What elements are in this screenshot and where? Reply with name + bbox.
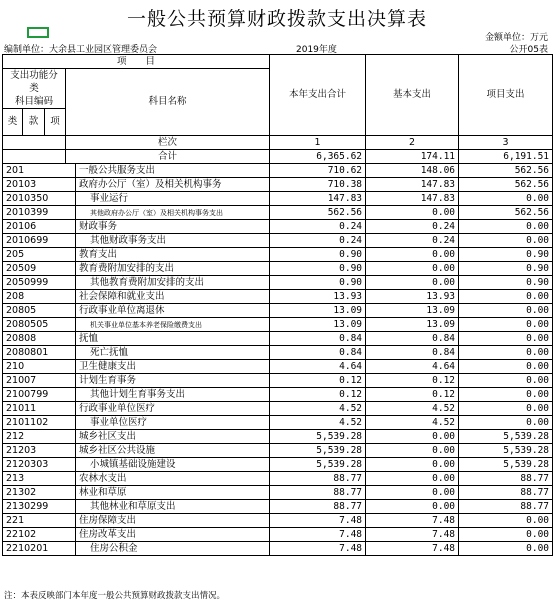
table-row: [3, 374, 553, 388]
row-basic: 0.24: [366, 234, 459, 248]
row-name: 一般公共服务支出: [76, 164, 270, 178]
row-name: 行政事业单位离退休: [76, 304, 270, 318]
row-basic: 4.64: [366, 360, 459, 374]
row-code: 210: [3, 360, 76, 374]
row-name: 小城镇基础设施建设: [76, 458, 270, 472]
header-col1: 1: [270, 136, 366, 150]
row-project: 88.77: [459, 472, 553, 486]
row-basic: 0.12: [366, 388, 459, 402]
row-project: 88.77: [459, 486, 553, 500]
row-total: 13.93: [270, 290, 366, 304]
table-row: [3, 248, 553, 262]
row-code: 221: [3, 514, 76, 528]
row-total: 4.52: [270, 402, 366, 416]
row-code: 201: [3, 164, 76, 178]
row-name: 计划生育事务: [76, 374, 270, 388]
row-basic: 7.48: [366, 528, 459, 542]
row-project: 5,539.28: [459, 458, 553, 472]
table-row: [3, 346, 553, 360]
row-basic: 0.00: [366, 486, 459, 500]
header-code-group: 支出功能分类 科目编码: [3, 69, 66, 109]
table-row: [3, 444, 553, 458]
row-code: 2010699: [3, 234, 76, 248]
totals-label: 合计: [66, 150, 270, 164]
row-name: 社会保障和就业支出: [76, 290, 270, 304]
table-row: [3, 234, 553, 248]
footnote: 注：本表反映部门本年度一般公共预算财政拨款支出情况。: [4, 591, 226, 601]
header-item: 项 目: [3, 55, 270, 69]
row-total: 5,539.28: [270, 444, 366, 458]
row-basic: 0.00: [366, 458, 459, 472]
row-name: 事业单位医疗: [76, 416, 270, 430]
row-basic: 0.00: [366, 262, 459, 276]
row-project: 0.00: [459, 542, 553, 556]
row-basic: 0.00: [366, 500, 459, 514]
row-name: 林业和草原: [76, 486, 270, 500]
row-project: 0.90: [459, 262, 553, 276]
row-basic: 0.00: [366, 430, 459, 444]
row-project: 0.00: [459, 304, 553, 318]
row-code: 20106: [3, 220, 76, 234]
row-project: 0.00: [459, 388, 553, 402]
table-row: [3, 402, 553, 416]
form-code: 公开05表: [509, 45, 548, 55]
row-project: 562.56: [459, 164, 553, 178]
year-label: 2019年度: [296, 45, 337, 55]
row-total: 710.38: [270, 178, 366, 192]
row-project: 0.00: [459, 346, 553, 360]
row-total: 147.83: [270, 192, 366, 206]
table-row: [3, 472, 553, 486]
header-col-total: 本年支出合计: [270, 55, 366, 136]
row-basic: 147.83: [366, 192, 459, 206]
row-total: 88.77: [270, 472, 366, 486]
row-name: 卫生健康支出: [76, 360, 270, 374]
row-total: 0.84: [270, 332, 366, 346]
row-code: 2120303: [3, 458, 76, 472]
row-code: 2010399: [3, 206, 76, 220]
row-basic: 7.48: [366, 542, 459, 556]
row-basic: 0.24: [366, 220, 459, 234]
row-code: 21203: [3, 444, 76, 458]
row-project: 562.56: [459, 206, 553, 220]
row-total: 0.90: [270, 276, 366, 290]
row-project: 5,539.28: [459, 444, 553, 458]
table-row: [3, 192, 553, 206]
header-lei: 类: [3, 109, 23, 136]
expenditure-table: [2, 54, 553, 556]
table-row: [3, 178, 553, 192]
row-total: 4.64: [270, 360, 366, 374]
row-basic: 148.06: [366, 164, 459, 178]
row-total: 0.24: [270, 220, 366, 234]
row-project: 0.00: [459, 290, 553, 304]
row-code: 213: [3, 472, 76, 486]
row-total: 7.48: [270, 542, 366, 556]
row-code: 2130299: [3, 500, 76, 514]
row-basic: 0.00: [366, 444, 459, 458]
totals-basic: 174.11: [366, 150, 459, 164]
table-row: [3, 528, 553, 542]
table-row: [3, 276, 553, 290]
row-total: 88.77: [270, 500, 366, 514]
row-project: 5,539.28: [459, 430, 553, 444]
row-total: 4.52: [270, 416, 366, 430]
row-code: 205: [3, 248, 76, 262]
row-code: 2100799: [3, 388, 76, 402]
header-col-project: 项目支出: [459, 55, 553, 136]
row-basic: 13.09: [366, 304, 459, 318]
row-name: 其他林业和草原支出: [76, 500, 270, 514]
row-total: 562.56: [270, 206, 366, 220]
unit-label: 金额单位：万元: [484, 33, 548, 43]
row-total: 5,539.28: [270, 430, 366, 444]
page-title: 一般公共预算财政拨款支出决算表: [126, 8, 427, 30]
row-name: 其他政府办公厅（室）及相关机构事务支出: [76, 206, 270, 220]
row-total: 710.62: [270, 164, 366, 178]
row-project: 0.00: [459, 220, 553, 234]
row-name: 教育支出: [76, 248, 270, 262]
row-total: 13.09: [270, 318, 366, 332]
row-project: 0.90: [459, 276, 553, 290]
row-total: 13.09: [270, 304, 366, 318]
table-row: [3, 332, 553, 346]
row-total: 88.77: [270, 486, 366, 500]
row-project: 0.00: [459, 514, 553, 528]
row-name: 事业运行: [76, 192, 270, 206]
row-project: 0.00: [459, 234, 553, 248]
table-row: [3, 458, 553, 472]
header-col-basic: 基本支出: [366, 55, 459, 136]
table-row: [3, 542, 553, 556]
header-lanci: 栏次: [66, 136, 270, 150]
header-kuan: 款: [23, 109, 45, 136]
row-basic: 13.09: [366, 318, 459, 332]
row-basic: 147.83: [366, 178, 459, 192]
table-row: [3, 416, 553, 430]
row-name: 政府办公厅（室）及相关机构事务: [76, 178, 270, 192]
row-basic: 0.00: [366, 206, 459, 220]
row-code: 20805: [3, 304, 76, 318]
row-code: 21011: [3, 402, 76, 416]
table-row: [3, 360, 553, 374]
row-name: 城乡社区公共设施: [76, 444, 270, 458]
row-name: 抚恤: [76, 332, 270, 346]
row-basic: 7.48: [366, 514, 459, 528]
row-total: 0.84: [270, 346, 366, 360]
row-total: 0.12: [270, 374, 366, 388]
table-row: [3, 304, 553, 318]
row-basic: 0.00: [366, 276, 459, 290]
row-code: 21007: [3, 374, 76, 388]
row-project: 0.00: [459, 318, 553, 332]
row-code: 208: [3, 290, 76, 304]
table-row: [3, 514, 553, 528]
row-name: 财政事务: [76, 220, 270, 234]
row-basic: 0.00: [366, 248, 459, 262]
row-code: 20509: [3, 262, 76, 276]
row-name: 城乡社区支出: [76, 430, 270, 444]
row-project: 0.00: [459, 192, 553, 206]
row-name: 行政事业单位医疗: [76, 402, 270, 416]
row-project: 0.00: [459, 332, 553, 346]
header-col2: 2: [366, 136, 459, 150]
header-name: 科目名称: [66, 69, 270, 136]
row-code: 20808: [3, 332, 76, 346]
row-basic: 4.52: [366, 416, 459, 430]
row-total: 0.12: [270, 388, 366, 402]
row-code: 2010350: [3, 192, 76, 206]
table-row: [3, 220, 553, 234]
row-basic: 0.84: [366, 332, 459, 346]
totals-blank: [3, 150, 66, 164]
row-code: 2210201: [3, 542, 76, 556]
row-code: 21302: [3, 486, 76, 500]
table-row: [3, 500, 553, 514]
row-basic: 13.93: [366, 290, 459, 304]
table-row: [3, 486, 553, 500]
row-code: 20103: [3, 178, 76, 192]
row-project: 0.00: [459, 374, 553, 388]
table-row: [3, 262, 553, 276]
header-xiang: 项: [45, 109, 66, 136]
row-name: 教育费附加安排的支出: [76, 262, 270, 276]
row-total: 7.48: [270, 514, 366, 528]
row-basic: 4.52: [366, 402, 459, 416]
row-project: 0.90: [459, 248, 553, 262]
org-label: 编制单位：大余县工业园区管理委员会: [4, 45, 158, 55]
row-name: 其他计划生育事务支出: [76, 388, 270, 402]
totals-project: 6,191.51: [459, 150, 553, 164]
row-code: 2080801: [3, 346, 76, 360]
row-code: 2101102: [3, 416, 76, 430]
header-col3: 3: [459, 136, 553, 150]
row-total: 0.24: [270, 234, 366, 248]
row-name: 住房公积金: [76, 542, 270, 556]
row-total: 5,539.28: [270, 458, 366, 472]
row-code: 22102: [3, 528, 76, 542]
row-basic: 0.00: [366, 472, 459, 486]
row-total: 0.90: [270, 262, 366, 276]
row-name: 住房保障支出: [76, 514, 270, 528]
row-project: 0.00: [459, 528, 553, 542]
row-project: 0.00: [459, 402, 553, 416]
row-name: 死亡抚恤: [76, 346, 270, 360]
row-name: 住房改革支出: [76, 528, 270, 542]
row-basic: 0.84: [366, 346, 459, 360]
row-basic: 0.12: [366, 374, 459, 388]
row-project: 88.77: [459, 500, 553, 514]
table-row: [3, 164, 553, 178]
table-row: [3, 430, 553, 444]
table-row: [3, 290, 553, 304]
row-code: 2080505: [3, 318, 76, 332]
totals-total: 6,365.62: [270, 150, 366, 164]
row-code: 2050999: [3, 276, 76, 290]
table-row: [3, 318, 553, 332]
row-total: 0.90: [270, 248, 366, 262]
row-project: 0.00: [459, 416, 553, 430]
table-row: [3, 388, 553, 402]
row-project: 562.56: [459, 178, 553, 192]
row-name: 其他教育费附加安排的支出: [76, 276, 270, 290]
row-name: 其他财政事务支出: [76, 234, 270, 248]
table-row: [3, 206, 553, 220]
row-name: 机关事业单位基本养老保险缴费支出: [76, 318, 270, 332]
row-code: 212: [3, 430, 76, 444]
row-name: 农林水支出: [76, 472, 270, 486]
row-project: 0.00: [459, 360, 553, 374]
row-total: 7.48: [270, 528, 366, 542]
header-blank: [3, 136, 66, 150]
